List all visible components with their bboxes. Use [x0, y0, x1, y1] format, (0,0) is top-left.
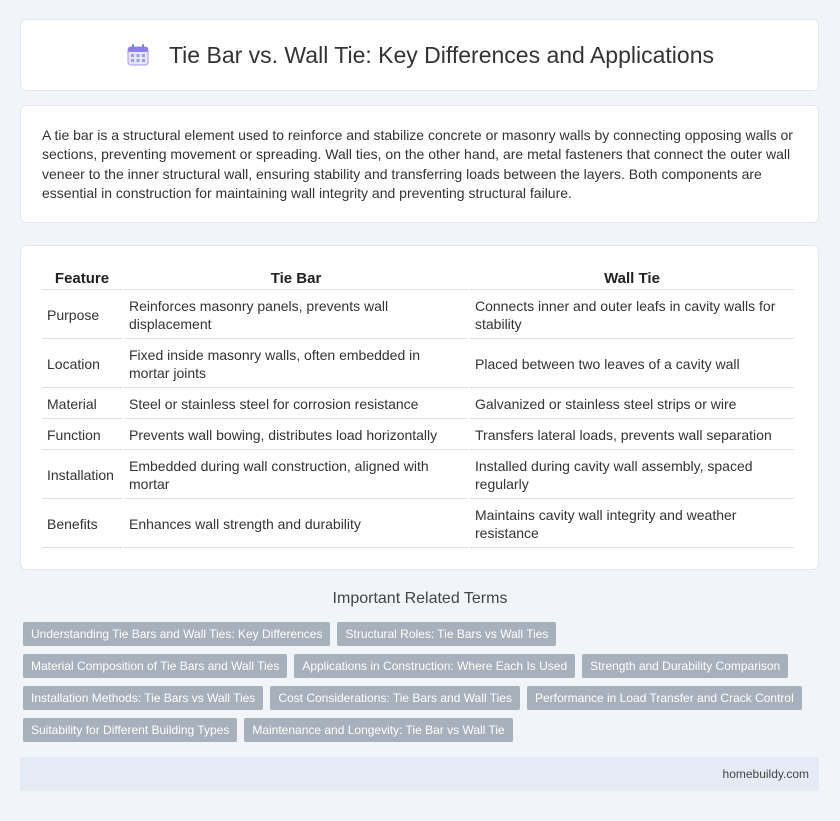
cell-wall-tie: Galvanized or stainless steel strips or wire — [470, 390, 794, 419]
intro-card — [20, 105, 819, 223]
cell-wall-tie: Installed during cavity wall assembly, spaced regularly — [470, 452, 794, 499]
page-title: Tie Bar vs. Wall Tie: Key Differences and Applications — [168, 41, 714, 68]
cell-feature: Function — [42, 421, 122, 450]
cell-feature: Installation — [42, 452, 122, 499]
calendar-icon — [125, 42, 151, 68]
related-terms-list — [23, 622, 823, 750]
related-term-tag[interactable]: Maintenance and Longevity: Tie Bar vs Wall Tie — [244, 718, 512, 742]
cell-tie-bar: Steel or stainless steel for corrosion resistance — [124, 390, 468, 419]
table-header-row — [42, 268, 794, 290]
footer — [20, 757, 819, 791]
cell-feature: Location — [42, 341, 122, 388]
comparison-table — [40, 266, 796, 550]
cell-wall-tie: Maintains cavity wall integrity and weather resistance — [470, 501, 794, 548]
table-row — [42, 501, 794, 548]
column-header-wall-tie: Wall Tie — [470, 268, 794, 290]
intro-paragraph: A tie bar is a structural element used to reinforce and stabilize concrete or masonry walls by connecting opposing walls or sections, preventing movement or spreading. Wall ties, on the other hand, are metal fasteners that connect the outer wall veneer to the inner structural wall, ensuring stability and transferring loads between the layers. Both components are essential in construction for maintaining wall integrity and preventing structural failure. — [42, 127, 793, 201]
cell-feature: Purpose — [42, 292, 122, 339]
related-terms-heading: Important Related Terms — [332, 590, 508, 607]
cell-feature: Material — [42, 390, 122, 419]
table-row — [42, 452, 794, 499]
related-term-tag[interactable]: Structural Roles: Tie Bars vs Wall Ties — [337, 622, 556, 646]
column-header-feature: Feature — [42, 268, 122, 290]
related-term-tag[interactable]: Applications in Construction: Where Each Is Used — [294, 654, 575, 678]
cell-tie-bar: Embedded during wall construction, aligned with mortar — [124, 452, 468, 499]
related-term-tag[interactable]: Strength and Durability Comparison — [582, 654, 788, 678]
table-row — [42, 292, 794, 339]
cell-wall-tie: Connects inner and outer leafs in cavity walls for stability — [470, 292, 794, 339]
related-term-tag[interactable]: Suitability for Different Building Types — [23, 718, 237, 742]
cell-wall-tie: Placed between two leaves of a cavity wall — [470, 341, 794, 388]
cell-tie-bar: Enhances wall strength and durability — [124, 501, 468, 548]
related-term-tag[interactable]: Installation Methods: Tie Bars vs Wall Ties — [23, 686, 263, 710]
title-card — [20, 19, 819, 91]
related-term-tag[interactable]: Understanding Tie Bars and Wall Ties: Key Differences — [23, 622, 330, 646]
table-row — [42, 390, 794, 419]
cell-tie-bar: Reinforces masonry panels, prevents wall displacement — [124, 292, 468, 339]
cell-tie-bar: Prevents wall bowing, distributes load horizontally — [124, 421, 468, 450]
related-term-tag[interactable]: Cost Considerations: Tie Bars and Wall Ties — [270, 686, 520, 710]
column-header-tie-bar: Tie Bar — [124, 268, 468, 290]
cell-wall-tie: Transfers lateral loads, prevents wall separation — [470, 421, 794, 450]
related-term-tag[interactable]: Material Composition of Tie Bars and Wall Ties — [23, 654, 287, 678]
comparison-table-card — [20, 245, 819, 570]
table-row — [42, 341, 794, 388]
cell-tie-bar: Fixed inside masonry walls, often embedded in mortar joints — [124, 341, 468, 388]
cell-feature: Benefits — [42, 501, 122, 548]
related-term-tag[interactable]: Performance in Load Transfer and Crack Control — [527, 686, 802, 710]
footer-site-name[interactable]: homebuildy.com — [722, 767, 809, 781]
table-row — [42, 421, 794, 450]
